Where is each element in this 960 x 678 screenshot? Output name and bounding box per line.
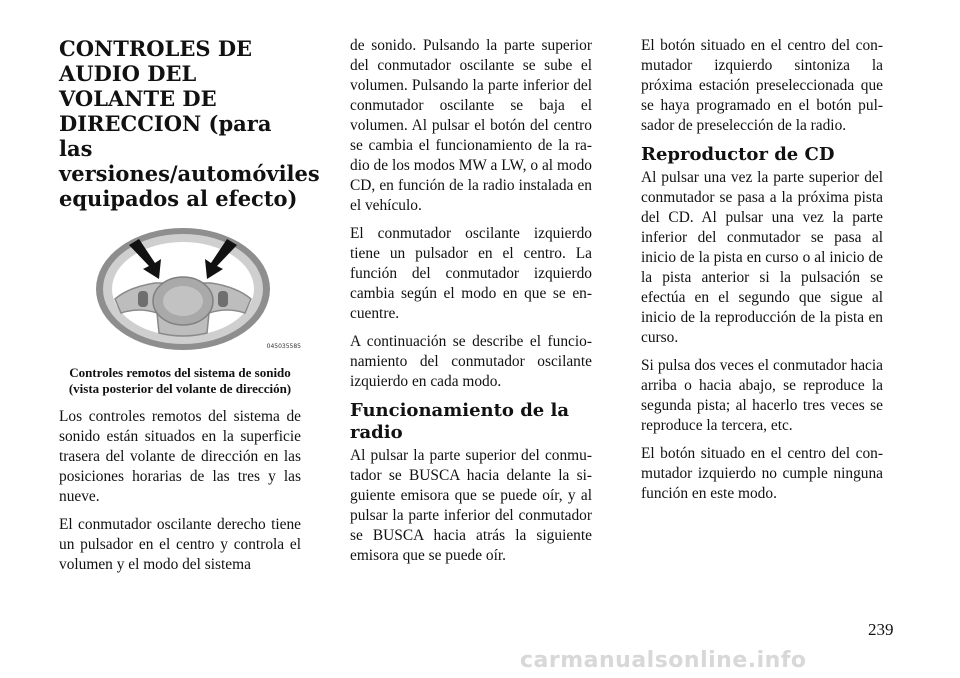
- paragraph: Al pulsar una vez la parte superior del conmutador se pasa a la próxima pista del CD. Al pulsar una vez la parte inferior del conmutador se pasa al inicio de la pista en curso o al inicio de la pista anterior si la pulsación se efectúa en el segundo que sigue al inicio de la reproducción de la pista en curso.: [641, 169, 883, 346]
- steering-wheel-figure: [59, 221, 301, 359]
- figure-caption: Controles remotos del sistema de sonido (vista posterior del volante de dirección): [68, 365, 292, 396]
- section-title: CONTROLES DE AUDIO DEL VOLANTE DE DIRECCION (para las versiones/automóviles equipados al efecto): [59, 36, 320, 211]
- subheading-radio: Funcionamiento de la radio: [350, 400, 570, 443]
- column-2: [350, 36, 592, 574]
- watermark: carmanualsonline.info: [520, 648, 807, 673]
- paragraph: Los controles remotos del sistema de sonido están situados en la superficie trasera del volante de dirección en las posiciones horarias de las tres y las nueve.: [59, 408, 301, 505]
- paragraph: Al pulsar la parte superior del conmutador se BUSCA hacia delante la siguiente emisora que se puede oír, y al pulsar la parte inferior del conmutador se BUSCA hacia atrás la siguiente emisora que se puede oír.: [350, 447, 592, 564]
- paragraph: Si pulsa dos veces el conmutador hacia arriba o hacia abajo, se reproduce la segunda pista; al hacerlo tres veces se reproduce la tercera, etc.: [641, 357, 883, 434]
- page-number: 239: [868, 620, 894, 639]
- paragraph: El conmutador oscilante izquierdo tiene un pulsador en el centro. La función del conmutador izquierdo cambia según el modo en que se encuentre.: [350, 225, 592, 322]
- subheading-cd-player: Reproductor de CD: [641, 144, 835, 165]
- column-1: [59, 36, 320, 583]
- steering-wheel-icon: [59, 221, 301, 359]
- paragraph: de sonido. Pulsando la parte superior del conmutador oscilante se sube el volumen. Pulsando la parte inferior del conmutador oscilante se baja el volumen. Al pulsar el botón del centro se cambia el funcionamiento de la radio de los modos MW a LW, o al modo CD, en función de la radio instalada en el vehículo.: [350, 37, 592, 214]
- paragraph: El botón situado en el centro del conmutador izquierdo no cumple ninguna función en este modo.: [641, 445, 883, 502]
- paragraph: El botón situado en el centro del conmutador izquierdo sintoniza la próxima estación preseleccionada que se haya programado en el botón pulsador de preselección de la radio.: [641, 37, 883, 134]
- figure-code: 045035585: [266, 343, 301, 350]
- column-3: [641, 36, 883, 512]
- paragraph: El conmutador oscilante derecho tiene un pulsador en el centro y controla el volumen y el modo del sistema: [59, 516, 301, 573]
- paragraph: A continuación se describe el funcionamiento del conmutador oscilante izquierdo en cada modo.: [350, 333, 592, 390]
